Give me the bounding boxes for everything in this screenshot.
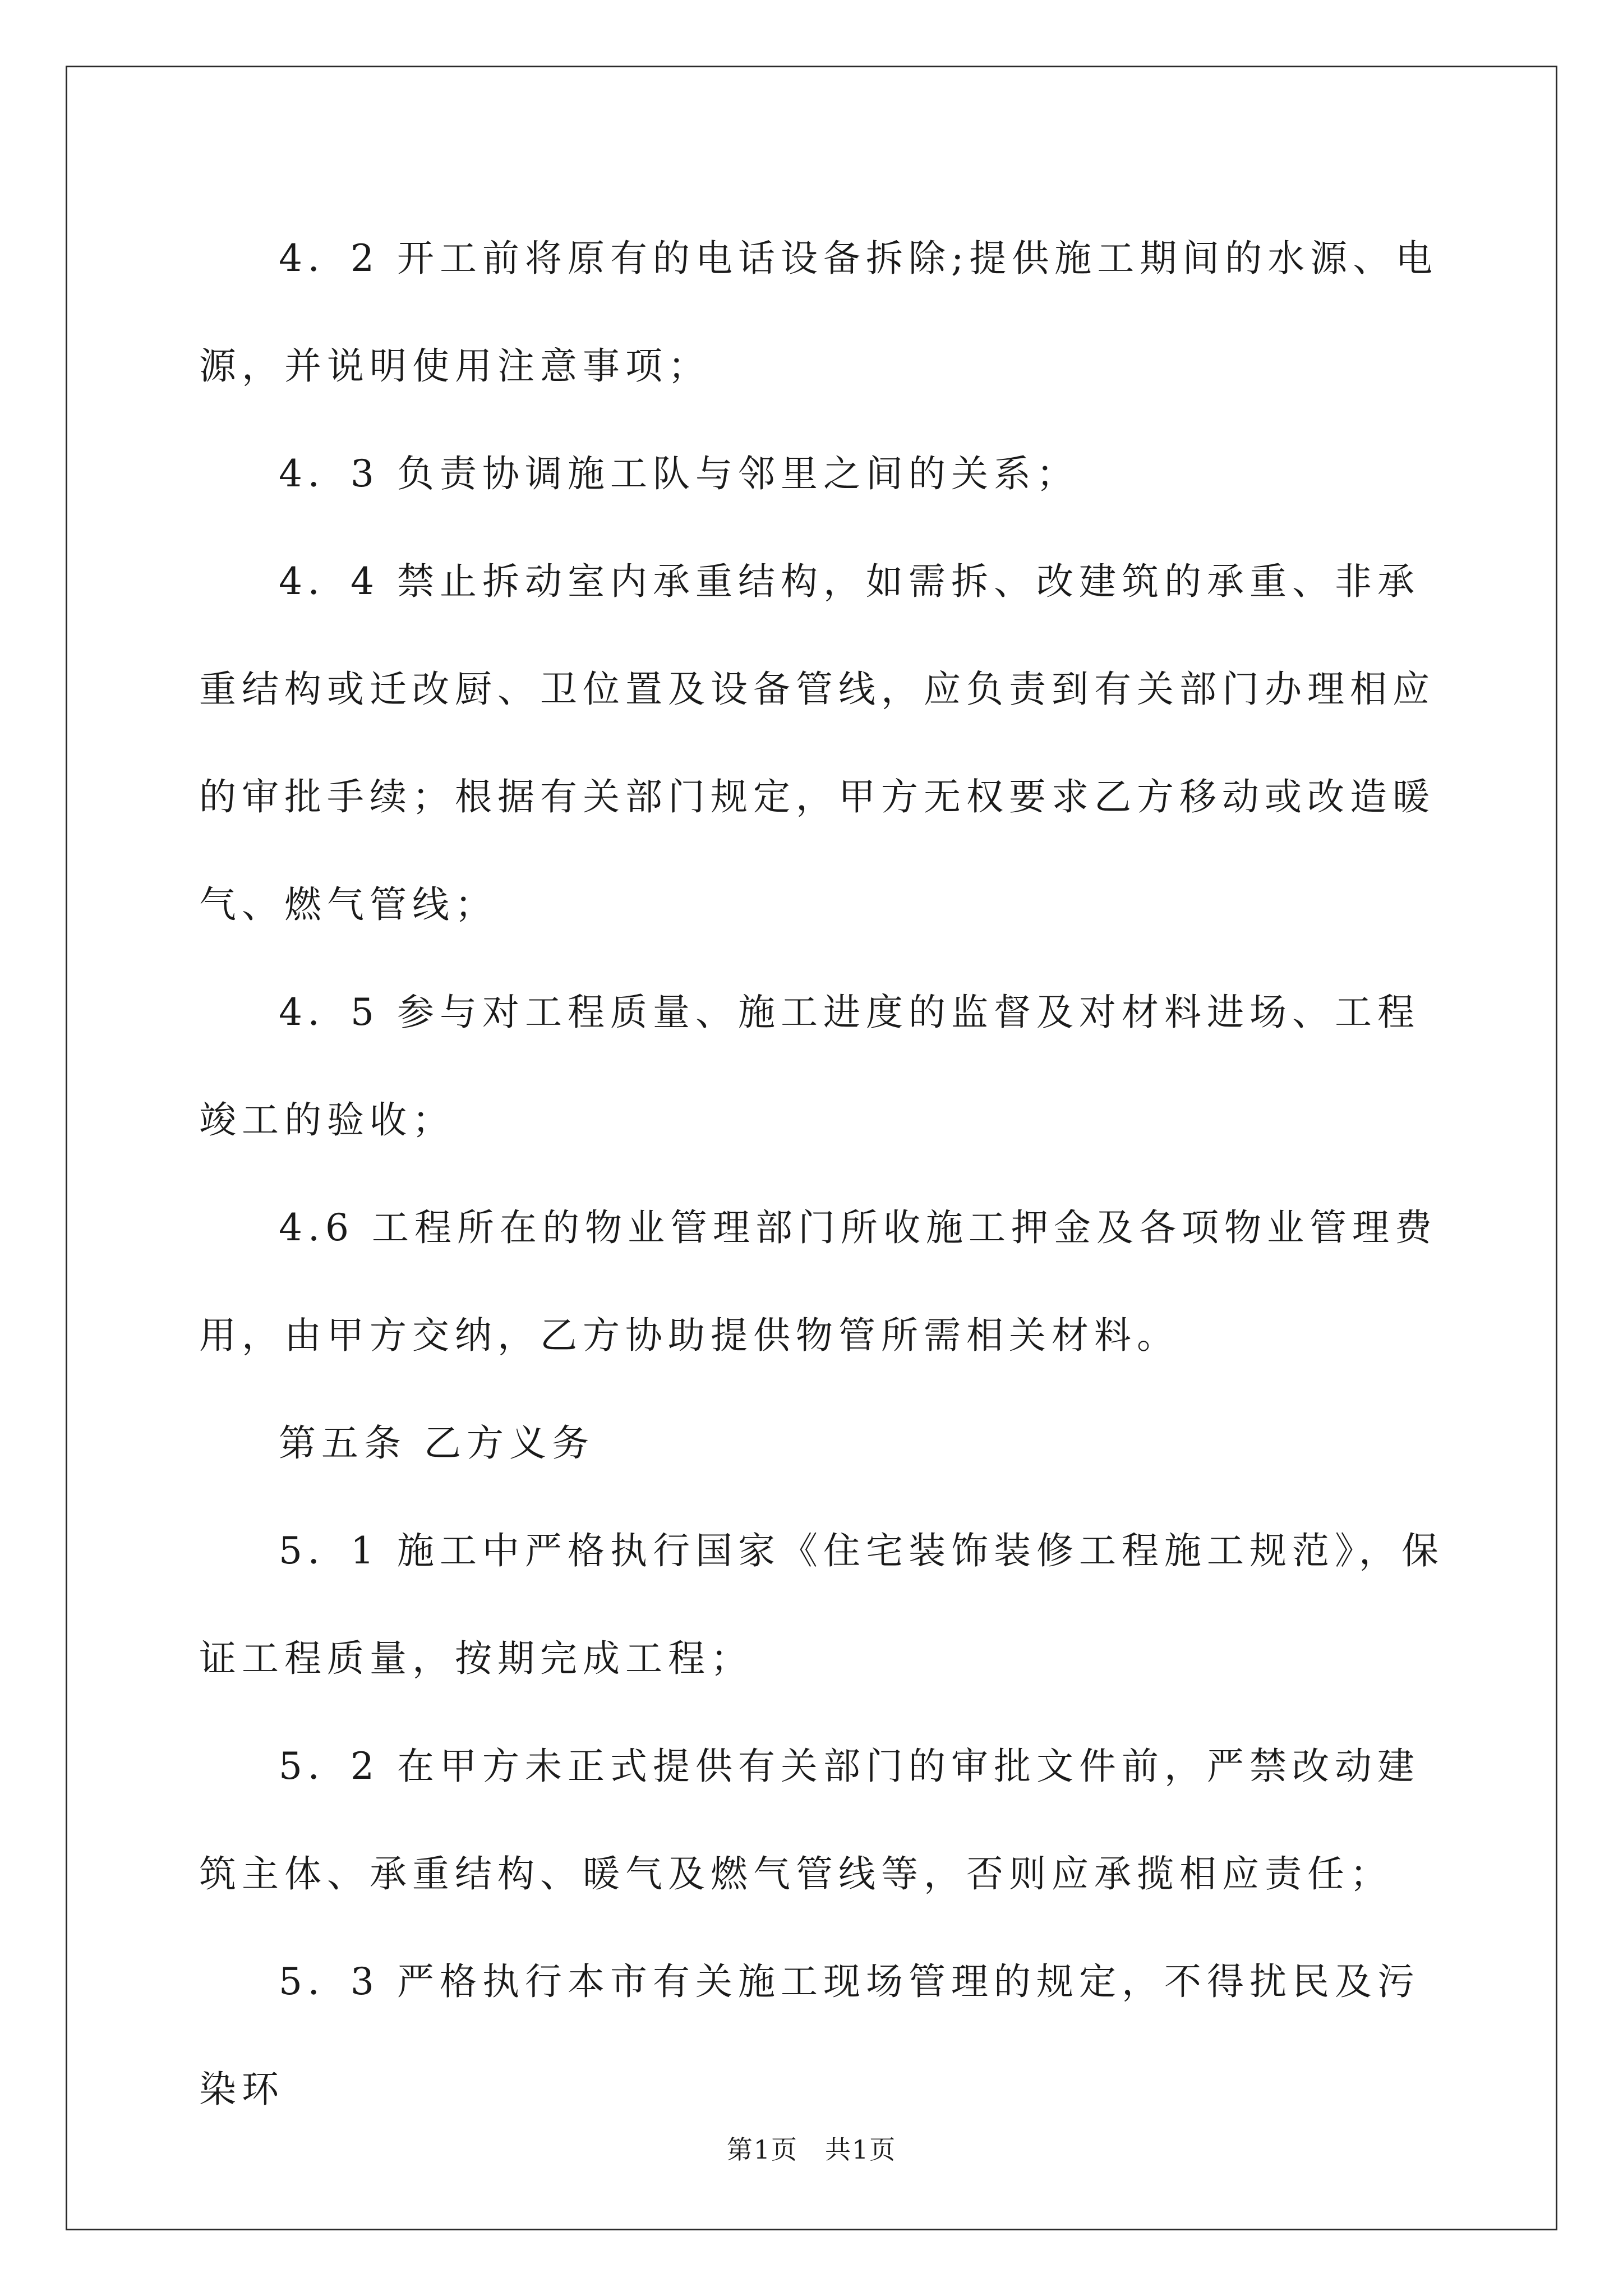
paragraph-4-2: 4．2 开工前将原有的电话设备拆除;提供施工期间的水源、电源，并说明使用注意事项；: [199, 237, 1438, 388]
paragraph-5-3: 5．3 严格执行本市有关施工现场管理的规定，不得扰民及污染环: [199, 1960, 1420, 2111]
paragraph-5-1: 5．1 施工中严格执行国家《住宅装饰装修工程施工规范》，保证工程质量，按期完成工程；: [199, 1529, 1444, 1680]
page-footer: 第1页 共1页: [726, 2134, 897, 2165]
paragraph-4-6: 4.6 工程所在的物业管理部门所收施工押金及各项物业管理费用，由甲方交纳，乙方协助提供物管所需相关材料。: [199, 1206, 1437, 1357]
paragraph-4-5: 4．5 参与对工程质量、施工进度的监督及对材料进场、工程竣工的验收；: [199, 991, 1420, 1142]
paragraph-4-4: 4．4 禁止拆动室内承重结构，如需拆、改建筑的承重、非承重结构或迁改厨、卫位置及设备管线，应负责到有关部门办理相应的审批手续；根据有关部门规定，甲方无权要求乙方移动或改造暖气、燃气管线；: [199, 560, 1435, 926]
section-heading-article-5: 第五条 乙方义务: [279, 1421, 594, 1465]
paragraph-4-3: 4．3 负责协调施工队与邻里之间的关系；: [279, 452, 1079, 495]
document-body: [199, 205, 1450, 2143]
paragraph-5-2: 5．2 在甲方未正式提供有关部门的审批文件前，严禁改动建筑主体、承重结构、暖气及燃气管线等，否则应承揽相应责任；: [199, 1745, 1420, 1895]
